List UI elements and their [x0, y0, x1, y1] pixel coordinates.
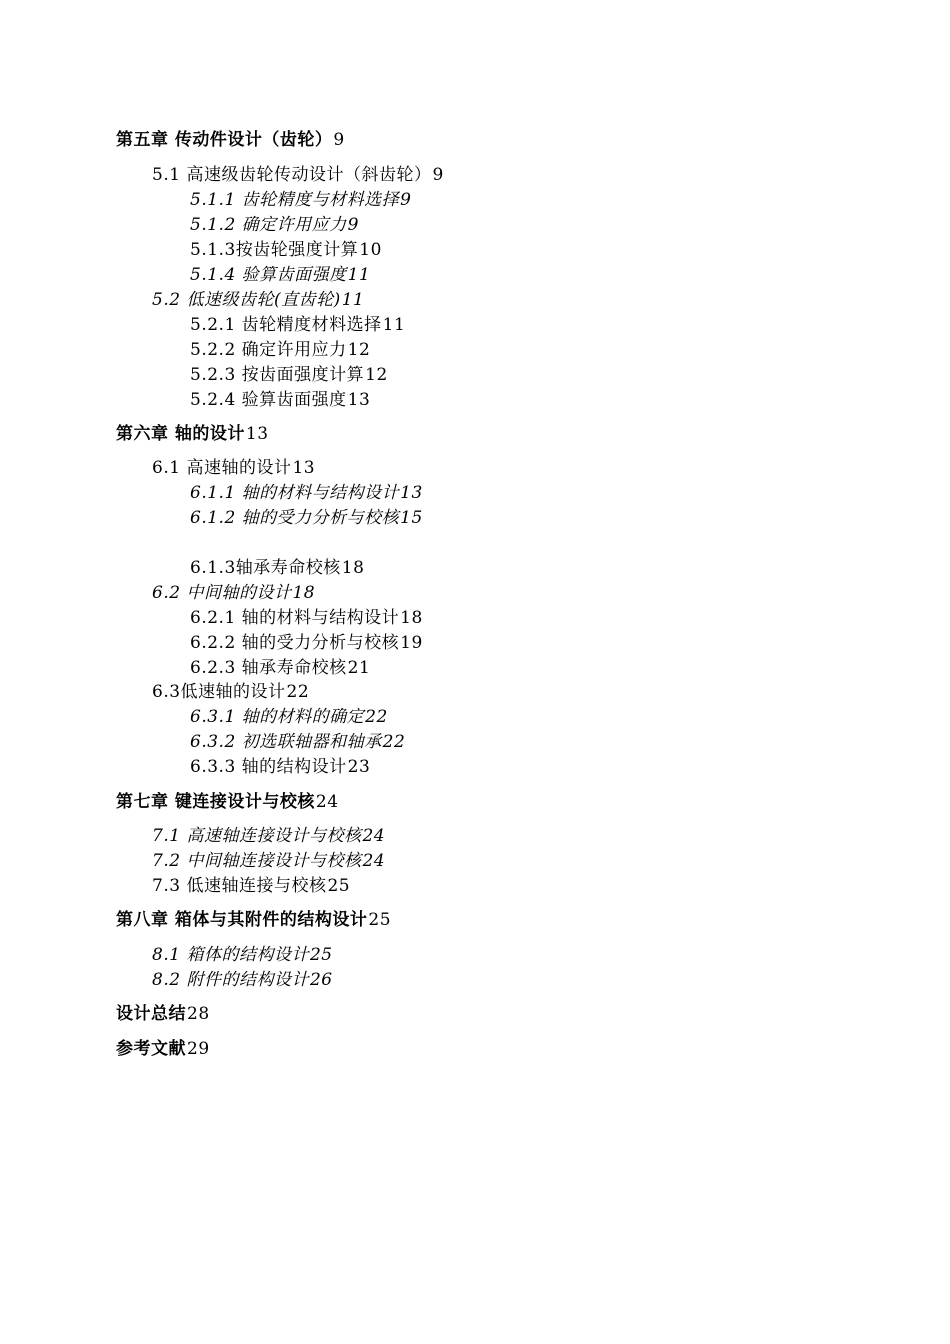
toc-entry[interactable] — [190, 632, 423, 654]
toc-entry-page: 9 — [333, 130, 345, 150]
toc-entry-title: 5.1.2 确定许用应力 — [190, 215, 347, 235]
toc-entry-page: 13 — [292, 458, 316, 478]
toc-entry-title: 6.2 中间轴的设计 — [152, 583, 292, 603]
toc-entry-page: 13 — [347, 390, 371, 410]
toc-entry-title: 5.1.4 验算齿面强度 — [190, 265, 347, 285]
toc-entry-page: 22 — [286, 682, 310, 702]
toc-entry-page: 28 — [187, 1004, 210, 1024]
toc-entry-page: 9 — [400, 190, 412, 210]
toc-entry[interactable] — [152, 582, 315, 604]
toc-entry[interactable] — [190, 264, 370, 286]
toc-entry-title: 5.2.2 确定许用应力 — [190, 340, 347, 360]
toc-entry[interactable] — [152, 457, 315, 479]
toc-entry-page: 29 — [187, 1039, 210, 1059]
toc-entry-page: 25 — [368, 910, 392, 930]
toc-entry-page: 13 — [400, 483, 423, 503]
toc-entry-title: 5.2.4 验算齿面强度 — [190, 390, 347, 410]
toc-entry[interactable] — [116, 423, 269, 445]
toc-entry-page: 13 — [245, 424, 269, 444]
toc-entry-page: 24 — [362, 851, 386, 871]
toc-entry[interactable] — [190, 214, 359, 236]
toc-entry-title: 第七章 键连接设计与校核 — [116, 792, 315, 812]
toc-entry-title: 第五章 传动件设计（齿轮） — [116, 130, 333, 150]
toc-entry-title: 6.3低速轴的设计 — [152, 682, 286, 702]
toc-entry-page: 18 — [341, 558, 365, 578]
toc-entry[interactable] — [116, 1003, 210, 1025]
toc-entry[interactable] — [152, 289, 364, 311]
toc-entry-page: 11 — [382, 315, 406, 335]
toc-entry-page: 10 — [359, 240, 382, 260]
toc-entry-title: 第八章 箱体与其附件的结构设计 — [116, 910, 368, 930]
toc-entry-title: 第六章 轴的设计 — [116, 424, 245, 444]
toc-entry[interactable] — [116, 791, 339, 813]
toc-entry-page: 22 — [382, 732, 406, 752]
toc-entry[interactable] — [190, 364, 388, 386]
toc-entry[interactable] — [116, 129, 345, 151]
toc-entry-title: 7.1 高速轴连接设计与校核 — [152, 826, 362, 846]
toc-entry-title: 5.2 低速级齿轮(直齿轮) — [152, 290, 341, 310]
toc-entry[interactable] — [190, 339, 370, 361]
toc-entry-title: 6.1.2 轴的受力分析与校核 — [190, 508, 400, 528]
toc-entry[interactable] — [190, 239, 382, 261]
toc-entry[interactable] — [152, 969, 333, 991]
toc-entry-page: 9 — [347, 215, 359, 235]
toc-entry-page: 25 — [309, 945, 333, 965]
toc-entry-title: 6.1.3轴承寿命校核 — [190, 558, 341, 578]
toc-entry-page: 11 — [347, 265, 371, 285]
toc-entry[interactable] — [190, 482, 423, 504]
toc-entry[interactable] — [190, 557, 364, 579]
toc-entry-page: 15 — [400, 508, 423, 528]
toc-entry-title: 6.2.2 轴的受力分析与校核 — [190, 633, 400, 653]
toc-entry-title: 5.1.1 齿轮精度与材料选择 — [190, 190, 400, 210]
toc-entry[interactable] — [152, 825, 385, 847]
toc-entry-title: 6.1 高速轴的设计 — [152, 458, 292, 478]
toc-entry-page: 24 — [362, 826, 386, 846]
toc-entry[interactable] — [152, 944, 333, 966]
toc-entry-title: 8.1 箱体的结构设计 — [152, 945, 309, 965]
toc-entry[interactable] — [190, 731, 405, 753]
toc-entry[interactable] — [190, 314, 405, 336]
toc-entry[interactable] — [152, 850, 385, 872]
toc-entry[interactable] — [190, 189, 412, 211]
toc-entry-title: 8.2 附件的结构设计 — [152, 970, 309, 990]
toc-entry[interactable] — [190, 706, 388, 728]
toc-entry-page: 12 — [365, 365, 388, 385]
toc-entry-page: 11 — [341, 290, 365, 310]
toc-entry-title: 6.3.1 轴的材料的确定 — [190, 707, 365, 727]
toc-entry[interactable] — [190, 607, 423, 629]
toc-entry[interactable] — [116, 909, 391, 931]
toc-entry[interactable] — [116, 1038, 210, 1060]
toc-entry-title: 6.2.3 轴承寿命校核 — [190, 658, 347, 678]
toc-entry-page: 23 — [347, 757, 371, 777]
toc-entry-title: 7.2 中间轴连接设计与校核 — [152, 851, 362, 871]
toc-entry[interactable] — [190, 389, 370, 411]
toc-entry-title: 7.3 低速轴连接与校核 — [152, 876, 327, 896]
toc-entry-title: 设计总结 — [116, 1004, 186, 1024]
toc-entry-title: 5.2.1 齿轮精度材料选择 — [190, 315, 382, 335]
toc-entry-page: 22 — [365, 707, 388, 727]
toc-entry-title: 参考文献 — [116, 1039, 186, 1059]
toc-entry-title: 5.1.3按齿轮强度计算 — [190, 240, 359, 260]
toc-entry-page: 26 — [309, 970, 333, 990]
toc-entry[interactable] — [152, 164, 444, 186]
toc-entry-page: 9 — [432, 165, 444, 185]
toc-entry-title: 5.2.3 按齿面强度计算 — [190, 365, 365, 385]
toc-entry-title: 6.2.1 轴的材料与结构设计 — [190, 608, 400, 628]
toc-entry[interactable] — [190, 756, 370, 778]
toc-entry-page: 25 — [327, 876, 351, 896]
toc-entry[interactable] — [152, 681, 309, 703]
toc-entry-page: 12 — [347, 340, 371, 360]
toc-entry-title: 6.3.2 初选联轴器和轴承 — [190, 732, 382, 752]
toc-entry[interactable] — [152, 875, 350, 897]
toc-entry-page: 18 — [292, 583, 316, 603]
toc-entry-page: 24 — [315, 792, 339, 812]
toc-entry-page: 18 — [400, 608, 423, 628]
toc-entry[interactable] — [190, 507, 423, 529]
toc-entry-title: 6.1.1 轴的材料与结构设计 — [190, 483, 400, 503]
toc-entry-page: 19 — [400, 633, 423, 653]
toc-entry-title: 6.3.3 轴的结构设计 — [190, 757, 347, 777]
toc-entry[interactable] — [190, 657, 370, 679]
toc-entry-page: 21 — [347, 658, 371, 678]
toc-entry-title: 5.1 高速级齿轮传动设计（斜齿轮） — [152, 165, 432, 185]
